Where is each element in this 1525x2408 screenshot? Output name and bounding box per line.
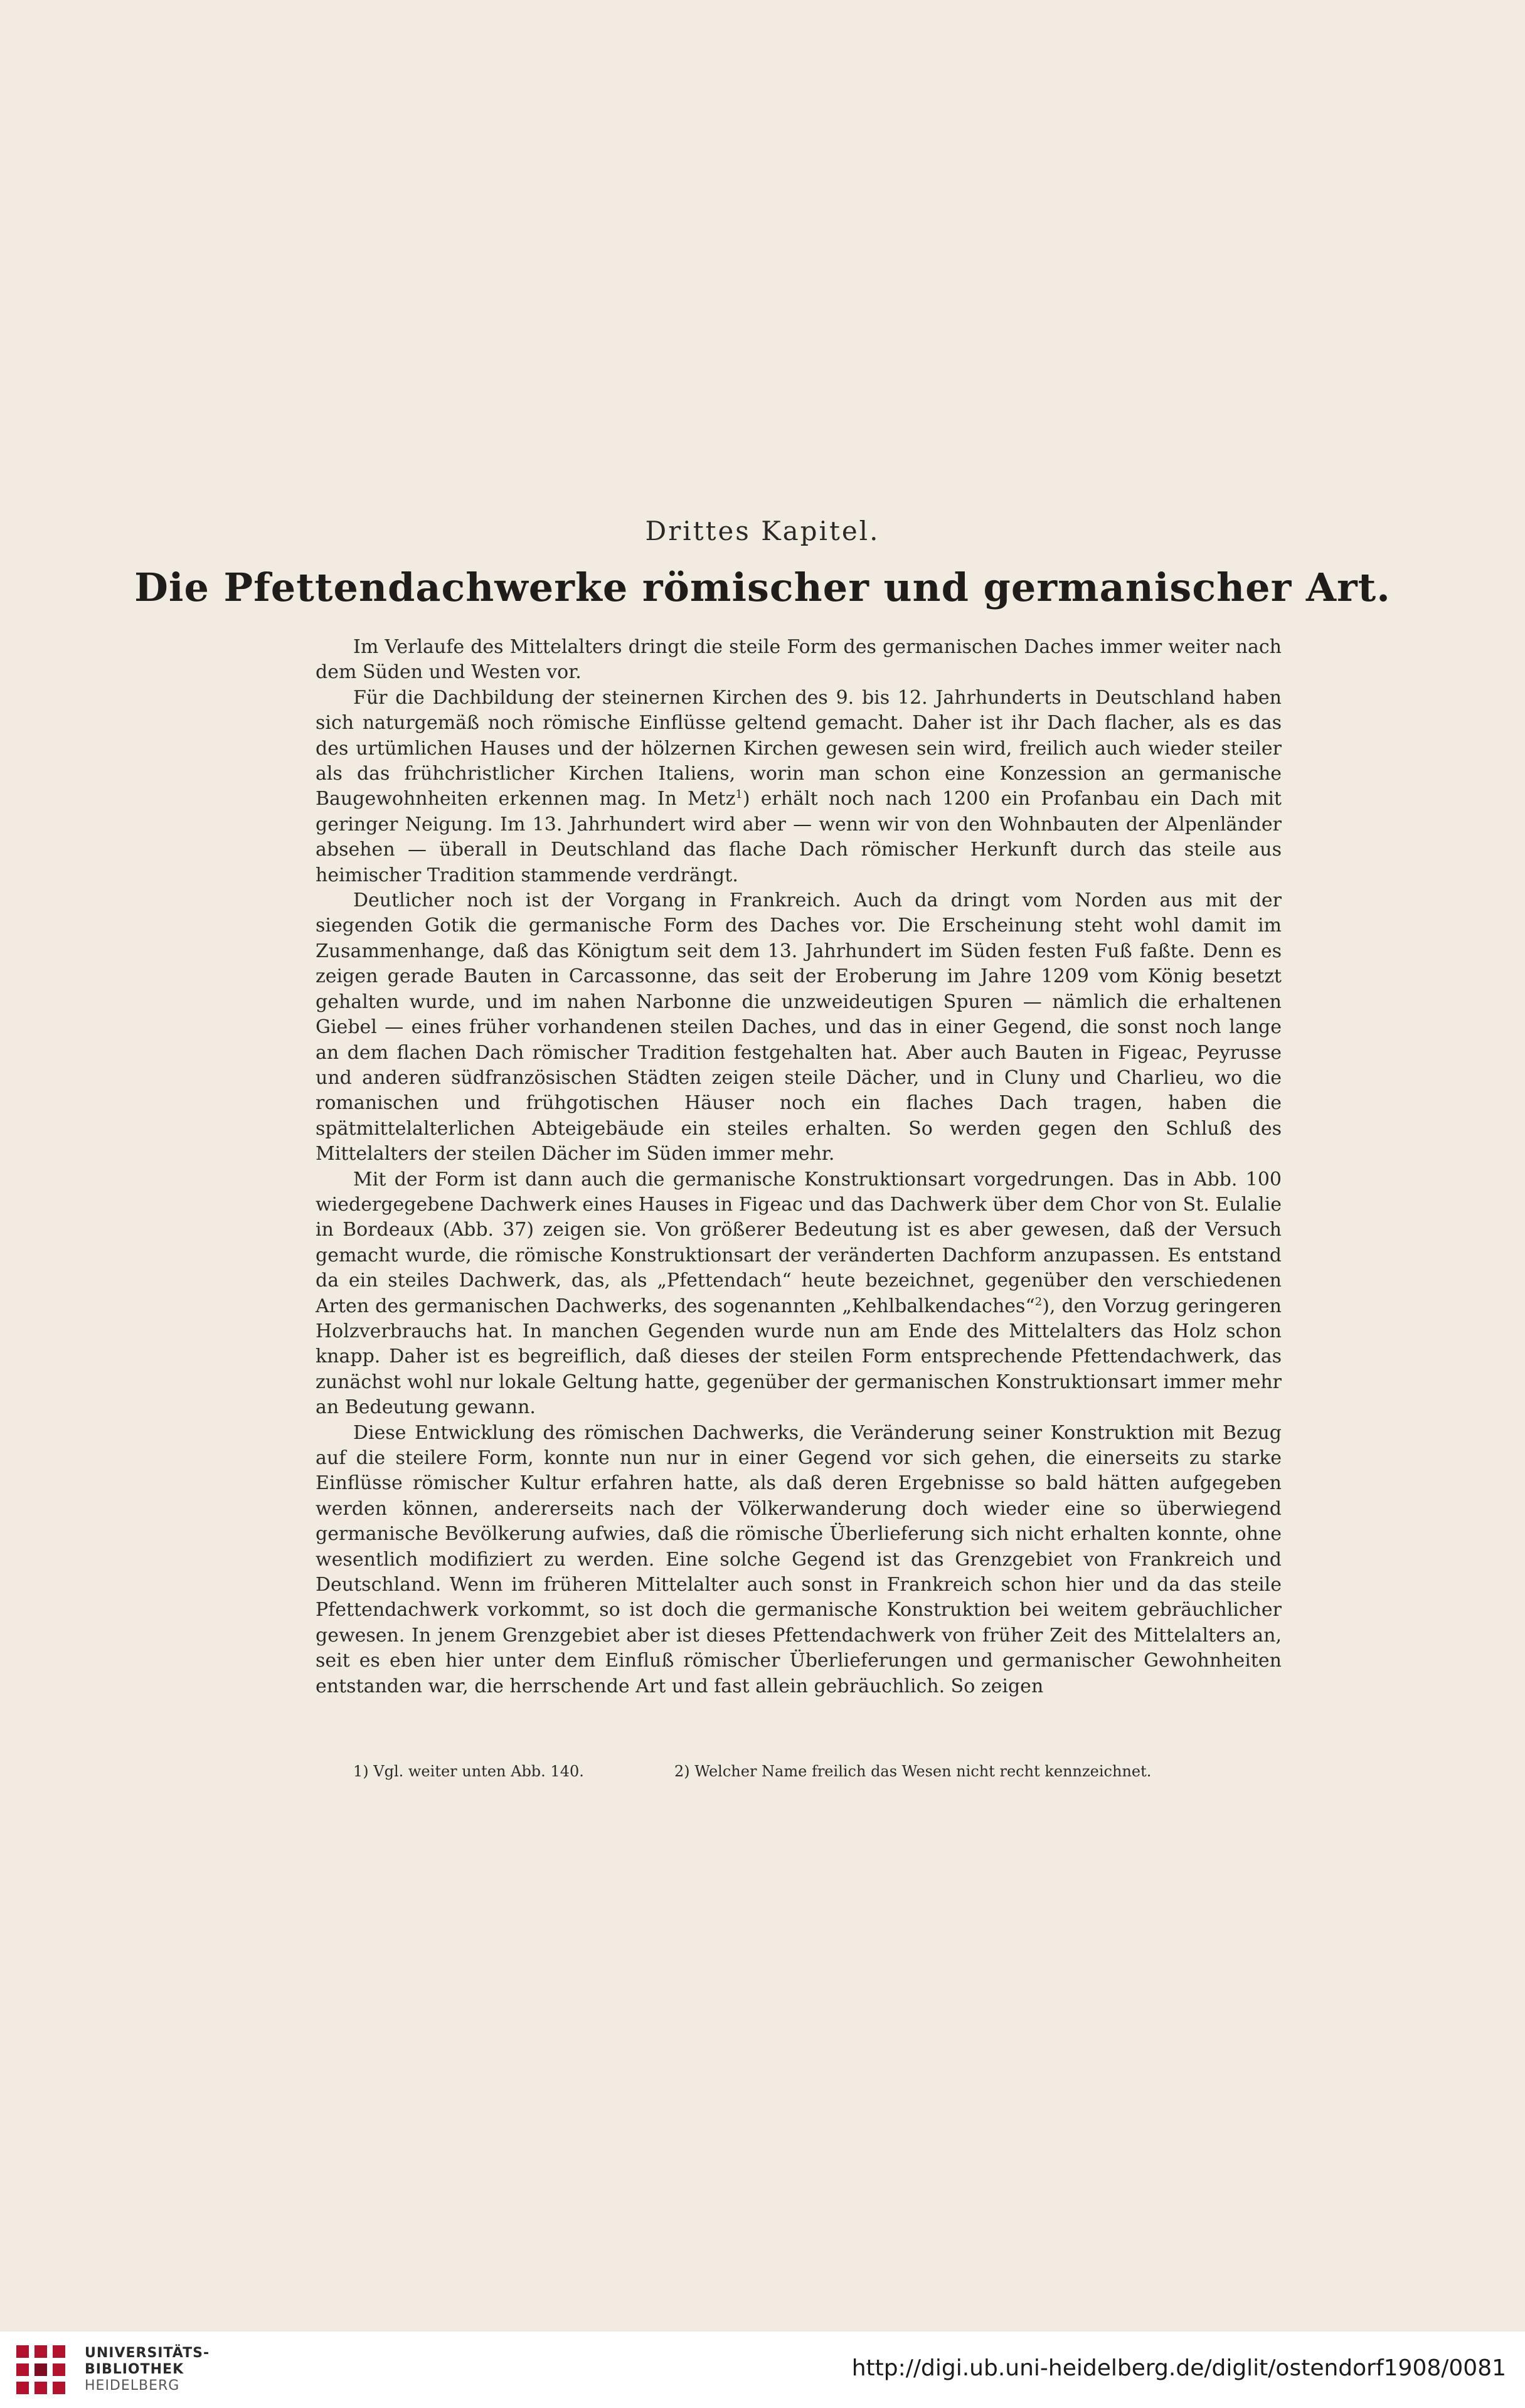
university-library-logo-icon[interactable] — [14, 2343, 68, 2397]
library-name — [85, 2345, 210, 2394]
body-text — [316, 635, 1282, 1699]
footnote-ref-1[interactable]: 1 — [735, 788, 743, 802]
chapter-title: Die Pfettendachwerke römischer und germanischer Art. — [134, 565, 1391, 610]
library-name-line-3: HEIDELBERG — [85, 2378, 180, 2394]
paragraph-2 — [316, 686, 1282, 888]
footnote-ref-2[interactable]: 2 — [1034, 1295, 1043, 1308]
footer-bar — [0, 2331, 1525, 2408]
source-url-link[interactable]: http://digi.ub.uni-heidelberg.de/diglit/ostendorf1908/0081 — [851, 2355, 1506, 2381]
paragraph-2-tail: ) erhält noch nach 1200 ein Profanbau ein Dach mit geringer Neigung. Im 13. Jahrhundert wird aber — wenn wir von den Wohnbauten der Alpenländer absehen — überall in Deutschland das flache Dach römischer Herkunft durch das steile aus heimischer Tradition stammende verdrängt. — [316, 788, 1282, 886]
paragraph-4 — [316, 1167, 1282, 1421]
paragraph-1: Im Verlaufe des Mittelalters dringt die steile Form des germanischen Daches immer weiter nach dem Süden und Westen vor. — [316, 636, 1282, 684]
library-name-line-1: UNIVERSITÄTS- — [85, 2345, 210, 2361]
paragraph-2-metz: In Metz — [646, 788, 736, 810]
chapter-label: Drittes Kapitel. — [645, 516, 880, 546]
paragraph-3: Deutlicher noch ist der Vorgang in Frankreich. Auch da dringt vom Norden aus mit der siegenden Gotik die germanische Form des Daches vor. Die Erscheinung steht wohl damit im Zusammenhange, daß das Königtum seit dem 13. Jahrhundert im Süden festen Fuß faßte. Denn es zeigen gerade Bauten in Carcassonne, das seit der Eroberung im Jahre 1209 vom König besetzt gehalten wurde, und im nahen Narbonne die unzweideutigen Spuren — nämlich die erhaltenen Giebel — eines früher vorhandenen steilen Daches, und das in einer Gegend, die sonst noch lange an dem flachen Dach römischer Tradition festgehalten hat. Aber auch Bauten in Figeac, Peyrusse und anderen südfranzösischen Städten zeigen steile Dächer, und in Cluny und Charlieu, wo die romanischen und frühgotischen Häuser noch ein flaches Dach tragen, haben die spätmittelalterlichen Abteigebäude ein steiles erhalten. So werden gegen den Schluß des Mittelalters der steilen Dächer im Süden immer mehr. — [316, 889, 1282, 1165]
library-name-line-2: BIBLIOTHEK — [85, 2362, 184, 2377]
paragraph-2-text: Für die Dachbildung der steinernen Kirchen des 9. bis 12. Jahrhunderts in Deutschland haben sich naturgemäß noch römische Einflüsse geltend gemacht. Daher ist ihr Dach flacher, als es das des urtümlichen Hauses und der hölzernen Kirchen gewesen sein wird, freilich auch wieder steiler als das frühchristlicher Kirchen Italiens, worin man schon eine Konzession an germanische Baugewohnheiten erkennen mag. — [316, 686, 1282, 810]
paragraph-4-part1: Mit der Form ist dann auch die germanische Konstruktionsart vorgedrungen. Das in Abb. 100 wiedergegebene Dachwerk eines Hauses in Figeac und das Dachwerk über dem Chor von St. Eulalie in Bordeaux (Abb. 37) zeigen sie. Von größerer Bedeutung ist es aber gewesen, daß der Versuch gemacht wurde, die römische Konstruktionsart der veränderten Dachform anzupassen. Es entstand da ein steiles Dachwerk, das, als „Pfettendach“ heute bezeichnet, gegenüber den verschiedenen Arten des germanischen Dachwerks, des sogenannten „Kehlbalkendaches“ — [316, 1168, 1282, 1317]
footnote-1: 1) Vgl. weiter unten Abb. 140. — [353, 1763, 584, 1780]
paragraph-5: Diese Entwicklung des römischen Dachwerks, die Veränderung seiner Konstruktion mit Bezug auf die steilere Form, konnte nun nur in einer Gegend vor sich gehen, die einerseits zu starke Einflüsse römischer Kultur erfahren hatte, als daß deren Ergebnisse so bald hätten aufgegeben werden können, andererseits nach der Völkerwanderung doch wieder eine so überwiegend germanische Bevölkerung aufwies, daß die römische Überlieferung sich nicht erhalten konnte, ohne wesentlich modifiziert zu werden. Eine solche Gegend ist das Grenzgebiet von Frankreich und Deutschland. Wenn im früheren Mittelalter auch sonst in Frankreich schon hier und da das steile Pfettendachwerk vorkommt, so ist doch die germanische Konstruktion bei weitem gebräuchlicher gewesen. In jenem Grenzgebiet aber ist dieses Pfettendachwerk von früher Zeit des Mittelalters an, seit es eben hier unter dem Einfluß römischer Überlieferungen und germanischer Gewohnheiten entstanden war, die herrschende Art und fast allein gebräuchlich. So zeigen — [316, 1421, 1282, 1697]
paragraph-4-part2: ), den Vorzug geringeren Holzverbrauchs hat. In manchen Gegenden wurde nun am Ende des Mittelalters das Holz schon knapp. Daher ist es begreiflich, daß dieses der steilen Form entsprechende Pfettendachwerk, das zunächst wohl nur lokale Geltung hatte, gegenüber der germanischen Konstruktionsart immer mehr an Bedeutung gewann. — [316, 1295, 1282, 1419]
footnote-2: 2) Welcher Name freilich das Wesen nicht recht kennzeichnet. — [674, 1763, 1152, 1780]
